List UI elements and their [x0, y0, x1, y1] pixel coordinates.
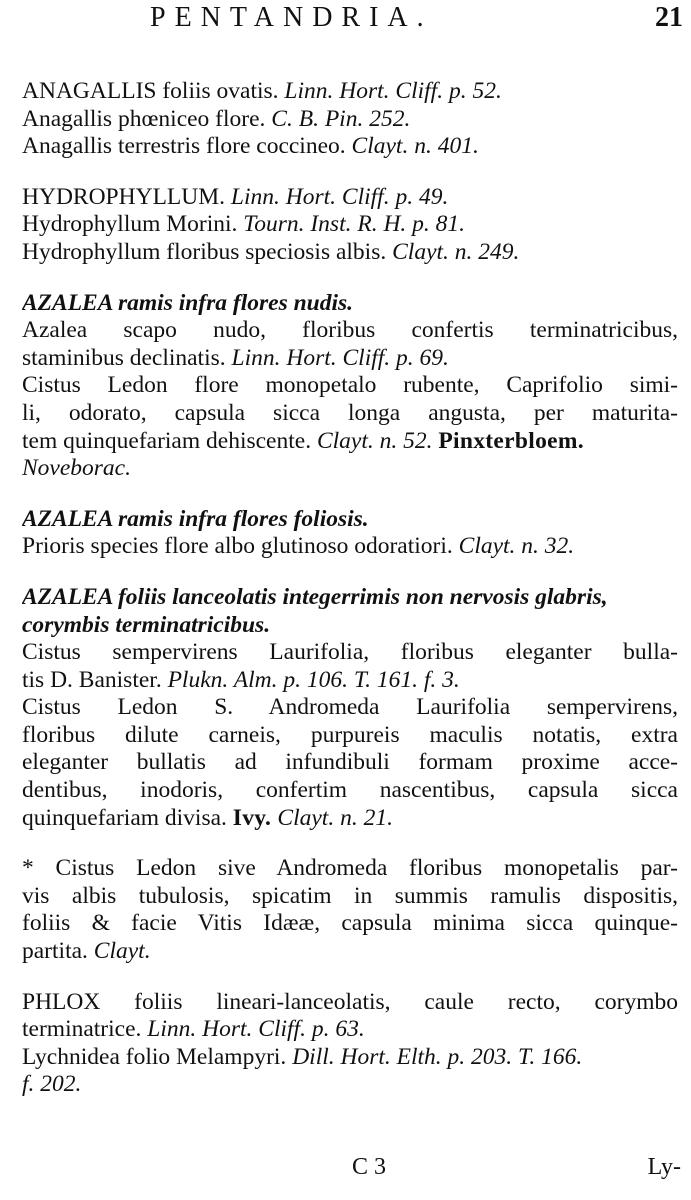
- text-line: [22, 184, 678, 212]
- citation: Clayt. n. 249.: [392, 238, 520, 265]
- citation: Tourn. Inst. R. H. p. 81.: [243, 211, 466, 238]
- catchword: Ly-: [647, 1154, 681, 1180]
- text-line: [22, 667, 678, 695]
- description-text: Anagallis terrestris flore coccineo.: [22, 133, 352, 160]
- description-text: Lychnidea folio Melampyri.: [22, 1043, 293, 1070]
- description-text: Hydrophyllum floribus speciosis albis.: [22, 238, 393, 265]
- description-text: Cistus Ledon S. Andromeda Laurifolia sempervirens,: [22, 694, 678, 721]
- text-line: [22, 372, 678, 400]
- text-line: [22, 722, 678, 750]
- description-text: tis D. Banister.: [22, 666, 168, 693]
- text-line: [22, 290, 678, 318]
- text-line: [22, 910, 678, 938]
- text-line: [22, 1016, 678, 1044]
- description-text: Hydrophyllum Morini.: [22, 211, 244, 238]
- description-text: Anagallis phœniceo flore.: [22, 105, 272, 132]
- vernacular-name: Pinxterbloem.: [438, 427, 584, 454]
- running-head: [0, 0, 691, 48]
- text-line: [22, 211, 678, 239]
- citation: Dill. Hort. Elth. p. 203. T. 166.: [292, 1043, 583, 1070]
- text-line: [22, 78, 678, 106]
- text-line: [22, 805, 678, 833]
- citation: Noveborac.: [22, 455, 131, 482]
- description-text: li, odorato, capsula sicca longa angusta, per maturita-: [22, 399, 678, 426]
- description-text: eleganter bullatis ad infundibuli formam proxime acce-: [22, 749, 678, 776]
- text-line: [22, 777, 678, 805]
- text-line: [22, 1044, 678, 1072]
- text-line: [22, 584, 678, 612]
- page-body: [22, 78, 678, 1122]
- text-line: [22, 855, 678, 883]
- text-line: [22, 106, 678, 134]
- citation: Linn. Hort. Cliff. p. 52.: [284, 78, 502, 104]
- description-text: HYDROPHYLLUM.: [22, 183, 231, 210]
- entry: [22, 506, 678, 561]
- description-text: partita.: [22, 938, 94, 965]
- text-line: [22, 694, 678, 722]
- text-line: [22, 1071, 678, 1099]
- citation: Clayt. n. 32.: [458, 533, 575, 560]
- citation: Clayt. n. 401.: [351, 133, 479, 160]
- citation: Linn. Hort. Cliff. p. 69.: [231, 344, 449, 371]
- description-text: * Cistus Ledon sive Andromeda floribus monopetalis par-: [22, 855, 678, 882]
- description-text: dentibus, inodoris, confertim nascentibus, capsula sicca: [22, 777, 678, 804]
- description-text: Prioris species flore albo glutinoso odoratiori.: [22, 533, 459, 560]
- description-text: Cistus sempervirens Laurifolia, floribus eleganter bulla-: [22, 639, 678, 666]
- entry: [22, 855, 678, 965]
- description-text: tem quinquefariam dehiscente.: [22, 427, 317, 454]
- description-text: terminatrice.: [22, 1016, 148, 1043]
- signature-mark: C 3: [352, 1154, 387, 1180]
- text-line: [22, 239, 678, 267]
- citation: Clayt.: [93, 938, 151, 965]
- entry: [22, 290, 678, 483]
- text-line: [22, 938, 678, 966]
- text-line: [22, 989, 678, 1017]
- entry: [22, 78, 678, 161]
- citation: Linn. Hort. Cliff. p. 49.: [230, 183, 449, 210]
- entry: [22, 584, 678, 832]
- text-line: [22, 533, 678, 561]
- text-line: [22, 639, 678, 667]
- citation: Linn. Hort. Cliff. p. 63.: [147, 1016, 365, 1043]
- text-line: [22, 133, 678, 161]
- description-text: quinquefariam divisa.: [22, 804, 233, 831]
- text-line: [22, 749, 678, 777]
- description-text: Cistus Ledon flore monopetalo rubente, Caprifolio simi-: [22, 372, 678, 399]
- text-line: [22, 345, 678, 373]
- description-text: staminibus declinatis.: [22, 344, 232, 371]
- species-heading: AZALEA ramis infra flores foliosis.: [22, 505, 369, 532]
- description-text: foliis & facie Vitis Idææ, capsula minima sicca quinque-: [22, 910, 678, 937]
- citation: Clayt. n. 21.: [277, 804, 393, 831]
- description-text: PHLOX foliis lineari-lanceolatis, caule recto, corymbo: [22, 988, 678, 1015]
- citation: Plukn. Alm. p. 106. T. 161. f. 3.: [167, 666, 460, 693]
- text-line: [22, 428, 678, 456]
- citation: C. B. Pin. 252.: [271, 105, 411, 132]
- running-head-title: PENTANDRIA.: [150, 2, 433, 33]
- species-heading: AZALEA foliis lanceolatis integerrimis non nervosis glabris,: [22, 583, 608, 610]
- page-number: 21: [655, 2, 683, 33]
- text-line: [22, 883, 678, 911]
- citation: Clayt. n. 52.: [316, 427, 439, 454]
- text-line: [22, 612, 678, 640]
- entry: [22, 184, 678, 267]
- citation: f. 202.: [22, 1071, 82, 1098]
- entry: [22, 989, 678, 1099]
- description-text: floribus dilute carneis, purpureis maculis notatis, extra: [22, 721, 678, 748]
- description-text: ANAGALLIS foliis ovatis.: [22, 78, 285, 104]
- species-heading: corymbis terminatricibus.: [22, 611, 271, 638]
- text-line: [22, 317, 678, 345]
- page-footer: [0, 1154, 691, 1194]
- species-heading: AZALEA ramis infra flores nudis.: [22, 289, 354, 316]
- description-text: vis albis tubulosis, spicatim in summis ramulis dispositis,: [22, 882, 678, 909]
- text-line: [22, 400, 678, 428]
- text-line: [22, 506, 678, 534]
- description-text: Azalea scapo nudo, floribus confertis terminatricibus,: [22, 317, 678, 344]
- text-line: [22, 455, 678, 483]
- vernacular-name: Ivy.: [232, 804, 278, 831]
